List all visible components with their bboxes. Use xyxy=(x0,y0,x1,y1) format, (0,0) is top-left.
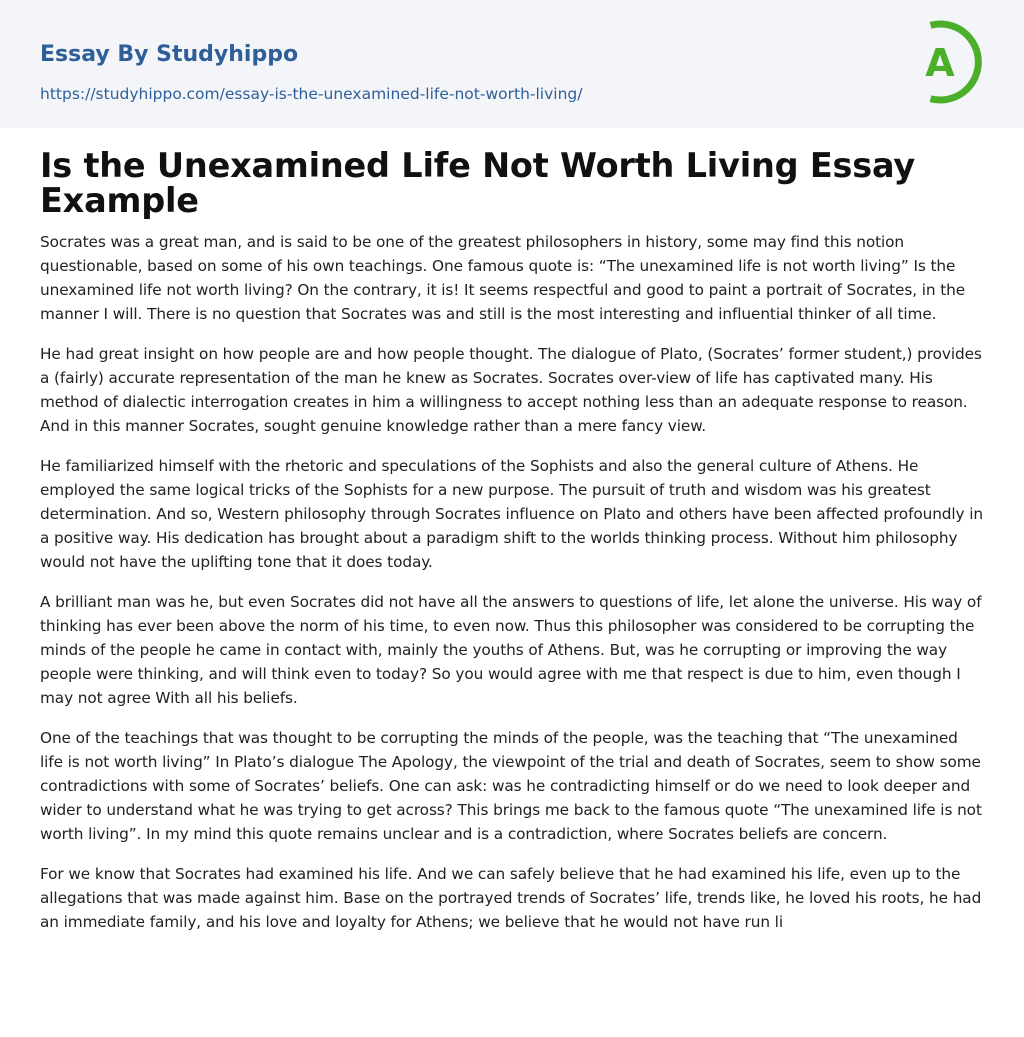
article-body xyxy=(40,148,984,950)
paragraph-4: A brilliant man was he, but even Socrates did not have all the answers to questions of life, let alone the universe. His way of thinking has ever been above the norm of his time, to even now. Thus this philosopher was considered to be corrupting the minds of the people he came in contact with, mainly the youths of Athens. But, was he corrupting or improving the way people were thinking, and will think even to today? So you would agree with me that respect is due to him, even though I may not agree With all his beliefs. xyxy=(40,593,982,707)
site-header xyxy=(0,0,1024,128)
paragraph-5: One of the teachings that was thought to be corrupting the minds of the people, was the teaching that “The unexamined life is not worth living” In Plato’s dialogue The Apology, the viewpoint of the trial and death of Socrates, seem to show some contradictions with some of Socrates’ beliefs. One can ask: was he contradicting himself or do we need to look deeper and wider to understand what he was trying to get across? This brings me back to the famous quote “The unexamined life is not worth living”. In my mind this quote remains unclear and is a contradiction, where Socrates beliefs are concern. xyxy=(40,729,982,843)
logo-letter: A xyxy=(925,41,955,85)
source-url-link[interactable]: https://studyhippo.com/essay-is-the-unexamined-life-not-worth-living/ xyxy=(40,85,583,103)
page-title: Is the Unexamined Life Not Worth Living Essay Example xyxy=(40,146,916,220)
paragraph-6: For we know that Socrates had examined his life. And we can safely believe that he had examined his life, even up to the allegations that was made against him. Base on the portrayed trends of Socrates’ life, trends like, he loved his roots, he had an immediate family, and his love and loyalty for Athens; we believe that he would not have run li xyxy=(40,865,982,931)
paragraph-1: Socrates was a great man, and is said to be one of the greatest philosophers in history, some may find this notion questionable, based on some of his own teachings. One famous quote is: “The unexamined life is not worth living” Is the unexamined life not worth living? On the contrary, it is! It seems respectful and good to paint a portrait of Socrates, in the manner I will. There is no question that Socrates was and still is the most interesting and influential thinker of all time. xyxy=(40,233,966,323)
studyhippo-logo-icon[interactable] xyxy=(912,19,988,105)
paragraph-3: He familiarized himself with the rhetoric and speculations of the Sophists and also the general culture of Athens. He employed the same logical tricks of the Sophists for a new purpose. The pursuit of truth and wisdom was his greatest determination. And so, Western philosophy through Socrates influence on Plato and others have been affected profoundly in a positive way. His dedication has brought about a paradigm shift to the worlds thinking process. Without him philosophy would not have the uplifting tone that it does today. xyxy=(40,457,984,571)
brand-title[interactable]: Essay By Studyhippo xyxy=(40,42,299,67)
paragraph-2: He had great insight on how people are and how people thought. The dialogue of Plato, (Socrates’ former student,) provides a (fairly) accurate representation of the man he knew as Socrates. Socrates over-view of life has captivated many. His method of dialectic interrogation creates in him a willingness to accept nothing less than an adequate response to reason. And in this manner Socrates, sought genuine knowledge rather than a mere fancy view. xyxy=(40,345,982,435)
